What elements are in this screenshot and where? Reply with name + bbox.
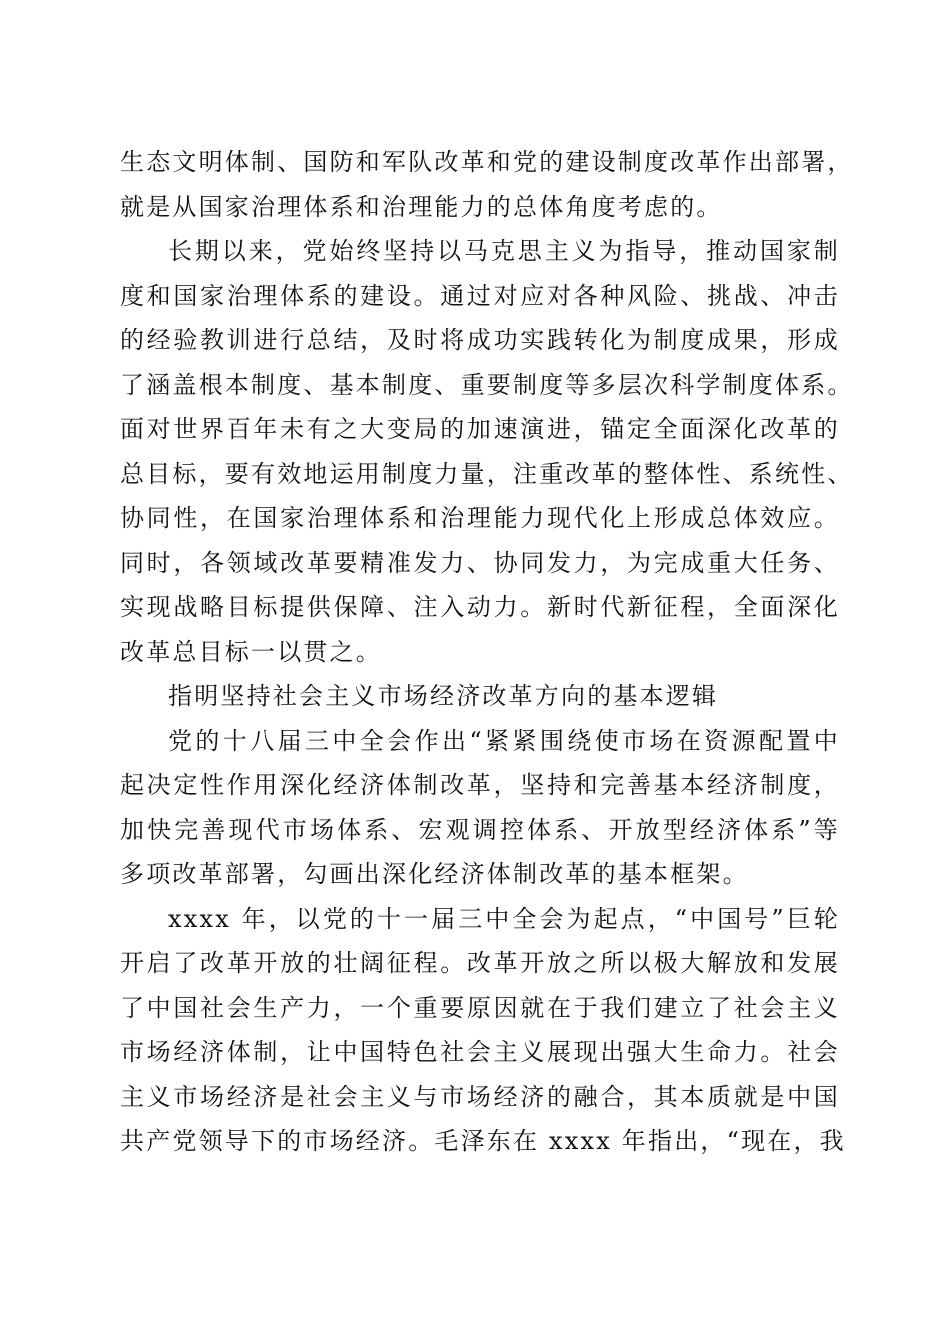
text-line: 长期以来，党始终坚持以马克思主义为指导，推动国家制 <box>168 237 840 265</box>
text-line: 度和国家治理体系的建设。通过对应对各种风险、挑战、冲击 <box>120 281 840 310</box>
text-line: 开启了改革开放的壮阔征程。改革开放之所以极大解放和发展 <box>120 949 840 977</box>
text-line: 共产党领导下的市场经济。毛泽东在 xxxx 年指出，“现在，我 <box>120 1127 846 1155</box>
text-line: 的经验教训进行总结，及时将成功实践转化为制度成果，形成 <box>120 326 840 354</box>
text-line: 党的十八届三中全会作出“紧紧围绕使市场在资源配置中 <box>168 726 840 755</box>
text-line: 协同性，在国家治理体系和治理能力现代化上形成总体效应。 <box>120 504 840 532</box>
text-line: 市场经济体制，让中国特色社会主义展现出强大生命力。社会 <box>120 1038 840 1066</box>
text-line: 加快完善现代市场体系、宏观调控体系、开放型经济体系”等 <box>120 815 840 844</box>
paragraph <box>120 229 854 674</box>
text-line: 改革总目标一以贯之。 <box>120 637 382 666</box>
text-line: 面对世界百年未有之大变局的加速演进，锚定全面深化改革的 <box>120 415 840 443</box>
text-line: 就是从国家治理体系和治理能力的总体角度考虑的。 <box>120 192 723 221</box>
section-heading <box>120 674 840 719</box>
paragraph <box>120 897 846 1164</box>
text-line: 多项改革部署，勾画出深化经济体制改革的基本框架。 <box>120 860 749 888</box>
heading-text: 指明坚持社会主义市场经济改革方向的基本逻辑 <box>168 682 719 710</box>
text-line: 同时，各领域改革要精准发力、协同发力，为完成重大任务、 <box>120 548 840 577</box>
text-line: 总目标，要有效地运用制度力量，注重改革的整体性、系统性、 <box>120 459 854 488</box>
paragraph <box>120 719 840 897</box>
text-line: 起决定性作用深化经济体制改革，坚持和完善基本经济制度， <box>120 771 840 799</box>
text-line: 实现战略目标提供保障、注入动力。新时代新征程，全面深化 <box>120 593 840 621</box>
text-line: 了涵盖根本制度、基本制度、重要制度等多层次科学制度体系。 <box>120 370 854 399</box>
text-line: 了中国社会生产力，一个重要原因就在于我们建立了社会主义 <box>120 993 840 1022</box>
text-line: 生态文明体制、国防和军队改革和党的建设制度改革作出部署， <box>120 148 854 176</box>
text-line: 主义市场经济是社会主义与市场经济的融合，其本质就是中国 <box>120 1082 840 1111</box>
text-line: xxxx 年，以党的十一届三中全会为起点，“中国号”巨轮 <box>168 904 840 933</box>
document-body <box>120 140 854 1164</box>
paragraph <box>120 140 854 229</box>
